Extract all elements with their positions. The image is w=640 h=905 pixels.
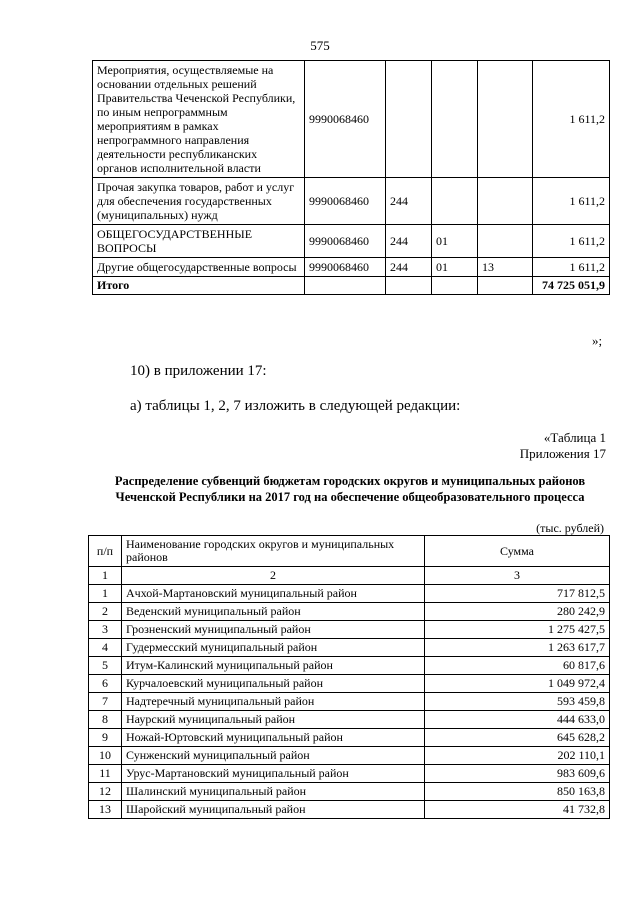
row-code: 9990068460	[305, 225, 386, 258]
row-number: 9	[89, 729, 122, 747]
district-name: Урус-Мартановский муниципальный район	[122, 765, 425, 783]
index-row	[89, 567, 610, 585]
row-section: 01	[432, 258, 478, 277]
table-row	[89, 729, 610, 747]
row-description: Прочая закупка товаров, работ и услуг для обеспечения государственных (муниципальных) нужд	[93, 178, 305, 225]
table-row	[89, 693, 610, 711]
district-name: Гудермесский муниципальный район	[122, 639, 425, 657]
index-name: 2	[122, 567, 425, 585]
district-name: Сунженский муниципальный район	[122, 747, 425, 765]
index-num: 1	[89, 567, 122, 585]
subvention-amount: 717 812,5	[425, 585, 610, 603]
row-expense-type	[386, 61, 432, 178]
item-a-heading: а) таблицы 1, 2, 7 изложить в следующей редакции:	[130, 398, 461, 414]
row-number: 12	[89, 783, 122, 801]
row-subsection	[478, 61, 533, 178]
expenditure-table-body	[93, 61, 610, 295]
table-reference	[520, 430, 606, 462]
row-code: 9990068460	[305, 258, 386, 277]
table-row	[89, 639, 610, 657]
row-amount: 1 611,2	[533, 61, 610, 178]
district-name: Веденский муниципальный район	[122, 603, 425, 621]
subvention-amount: 983 609,6	[425, 765, 610, 783]
district-name: Курчалоевский муниципальный район	[122, 675, 425, 693]
subvention-table	[88, 535, 610, 819]
row-number: 6	[89, 675, 122, 693]
table-row	[89, 711, 610, 729]
table-row	[89, 675, 610, 693]
table-row	[89, 747, 610, 765]
row-amount: 1 611,2	[533, 178, 610, 225]
header-sum: Сумма	[425, 536, 610, 567]
district-name: Грозненский муниципальный район	[122, 621, 425, 639]
subvention-amount: 645 628,2	[425, 729, 610, 747]
table-row	[93, 258, 610, 277]
subvention-table-body	[89, 567, 610, 819]
index-sum: 3	[425, 567, 610, 585]
row-number: 1	[89, 585, 122, 603]
district-name: Шаройский муниципальный район	[122, 801, 425, 819]
district-name: Шалинский муниципальный район	[122, 783, 425, 801]
total-amount: 74 725 051,9	[533, 277, 610, 295]
total-empty-cell	[305, 277, 386, 295]
table-row	[89, 765, 610, 783]
row-description: Другие общегосударственные вопросы	[93, 258, 305, 277]
subvention-amount: 41 732,8	[425, 801, 610, 819]
total-row	[93, 277, 610, 295]
header-row	[89, 536, 610, 567]
subvention-amount: 1 263 617,7	[425, 639, 610, 657]
row-expense-type: 244	[386, 225, 432, 258]
table-reference-line2: Приложения 17	[519, 446, 606, 461]
row-number: 10	[89, 747, 122, 765]
row-number: 5	[89, 657, 122, 675]
header-num: п/п	[89, 536, 122, 567]
row-amount: 1 611,2	[533, 225, 610, 258]
total-empty-cell	[386, 277, 432, 295]
expenditure-table	[92, 60, 610, 295]
closing-quote: »;	[592, 333, 603, 348]
row-number: 4	[89, 639, 122, 657]
page-number: 575	[310, 38, 330, 53]
title-line1: Распределение субвенций бюджетам городских округов и муниципальных районов	[114, 474, 586, 488]
subvention-amount: 850 163,8	[425, 783, 610, 801]
total-empty-cell	[432, 277, 478, 295]
subvention-amount: 444 633,0	[425, 711, 610, 729]
units-label: (тыс. рублей)	[536, 521, 604, 535]
row-expense-type: 244	[386, 178, 432, 225]
row-number: 7	[89, 693, 122, 711]
row-expense-type: 244	[386, 258, 432, 277]
subvention-amount: 593 459,8	[425, 693, 610, 711]
subvention-amount: 280 242,9	[425, 603, 610, 621]
subvention-amount: 1 275 427,5	[425, 621, 610, 639]
row-number: 11	[89, 765, 122, 783]
row-subsection	[478, 178, 533, 225]
table-row	[93, 178, 610, 225]
district-name: Ножай-Юртовский муниципальный район	[122, 729, 425, 747]
table-row	[89, 621, 610, 639]
table-row	[89, 801, 610, 819]
row-number: 13	[89, 801, 122, 819]
row-description: Мероприятия, осуществляемые на основании отдельных решений Правительства Чеченской Республики, по иным непрограммным мероприятиям в рамках непрограммного направления деятельности республиканских органов исполнительной власти	[93, 61, 305, 178]
distribution-title	[90, 473, 610, 505]
table-row	[89, 603, 610, 621]
row-section	[432, 178, 478, 225]
district-name: Надтеречный муниципальный район	[122, 693, 425, 711]
row-code: 9990068460	[305, 178, 386, 225]
table-row	[89, 783, 610, 801]
table-row	[89, 585, 610, 603]
row-subsection: 13	[478, 258, 533, 277]
row-section: 01	[432, 225, 478, 258]
row-description: ОБЩЕГОСУДАРСТВЕННЫЕ ВОПРОСЫ	[93, 225, 305, 258]
table-row	[93, 61, 610, 178]
subvention-amount: 60 817,6	[425, 657, 610, 675]
row-amount: 1 611,2	[533, 258, 610, 277]
row-section	[432, 61, 478, 178]
title-line2: Чеченской Республики на 2017 год на обеспечение общеобразовательного процесса	[115, 490, 585, 504]
district-name: Ачхой-Мартановский муниципальный район	[122, 585, 425, 603]
district-name: Наурский муниципальный район	[122, 711, 425, 729]
district-name: Итум-Калинский муниципальный район	[122, 657, 425, 675]
header-name: Наименование городских округов и муниципальных районов	[122, 536, 425, 567]
total-label: Итого	[93, 277, 305, 295]
row-number: 3	[89, 621, 122, 639]
total-empty-cell	[478, 277, 533, 295]
table-row	[93, 225, 610, 258]
row-subsection	[478, 225, 533, 258]
subvention-amount: 202 110,1	[425, 747, 610, 765]
table-row	[89, 657, 610, 675]
row-code: 9990068460	[305, 61, 386, 178]
row-number: 8	[89, 711, 122, 729]
subvention-amount: 1 049 972,4	[425, 675, 610, 693]
row-number: 2	[89, 603, 122, 621]
item-10-heading: 10) в приложении 17:	[130, 363, 267, 379]
table-reference-line1: «Таблица 1	[543, 430, 606, 445]
